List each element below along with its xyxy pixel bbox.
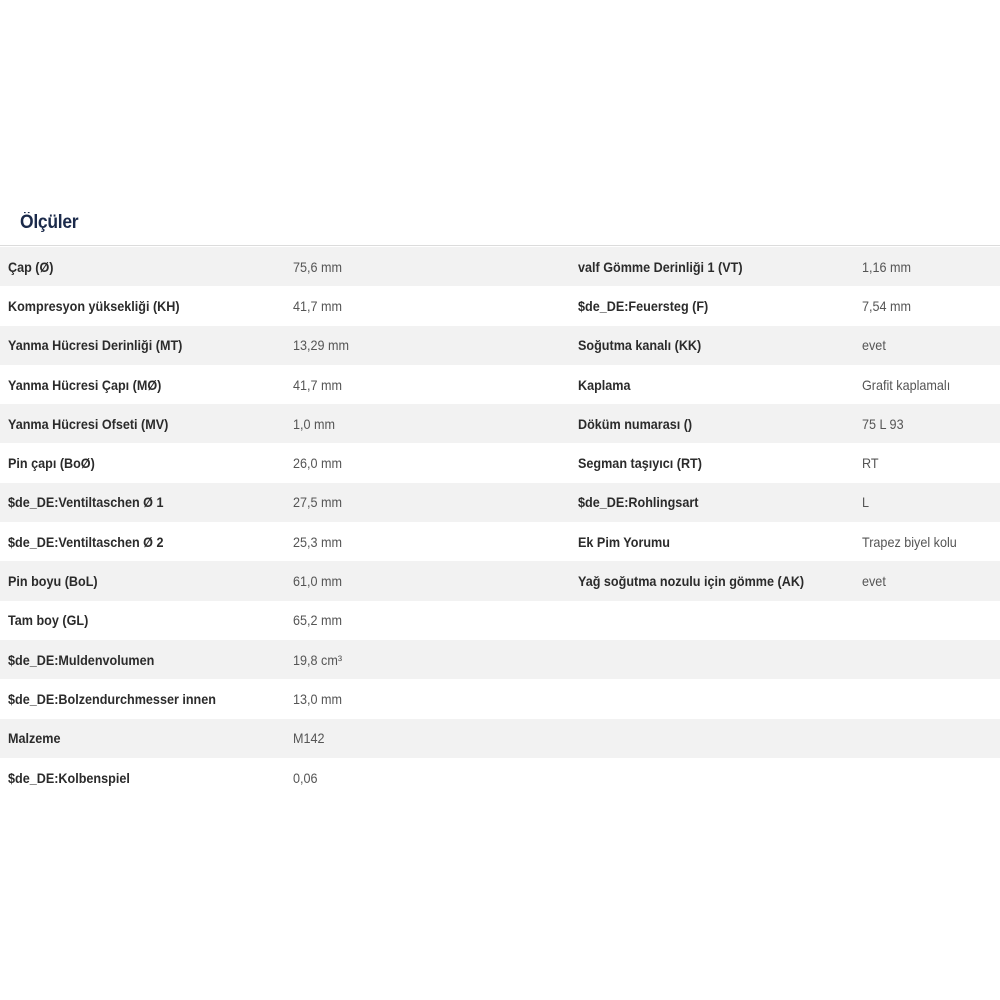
spec-label: $de_DE:Bolzendurchmesser innen	[8, 690, 216, 707]
spec-label: Segman taşıyıcı (RT)	[578, 455, 702, 472]
spec-label: Yanma Hücresi Ofseti (MV)	[8, 415, 169, 432]
table-row	[0, 640, 1000, 679]
spec-label: Soğutma kanalı (KK)	[578, 337, 702, 354]
spec-value: 61,0 mm	[293, 573, 343, 590]
spec-value: 19,8 cm³	[293, 651, 343, 668]
spec-label: Çap (Ø)	[8, 258, 54, 275]
spec-label: $de_DE:Kolbenspiel	[8, 769, 130, 786]
spec-value: 26,0 mm	[293, 455, 343, 472]
table-row	[0, 326, 1000, 365]
table-row	[0, 286, 1000, 325]
spec-value: 65,2 mm	[293, 612, 343, 629]
spec-label: Döküm numarası ()	[578, 415, 693, 432]
section-title: Ölçüler	[20, 212, 79, 233]
table-row	[0, 601, 1000, 640]
spec-value: 27,5 mm	[293, 494, 343, 511]
spec-label: Pin çapı (BoØ)	[8, 455, 95, 472]
spec-label: Yağ soğutma nozulu için gömme (AK)	[578, 573, 805, 590]
spec-value: 13,29 mm	[293, 337, 350, 354]
spec-label: Yanma Hücresi Çapı (MØ)	[8, 376, 162, 393]
table-row	[0, 679, 1000, 718]
table-row	[0, 758, 1000, 797]
spec-label: Pin boyu (BoL)	[8, 573, 98, 590]
table-row	[0, 561, 1000, 600]
spec-value: Trapez biyel kolu	[862, 533, 957, 550]
spec-value: evet	[862, 337, 886, 354]
spec-value: 75 L 93	[862, 415, 904, 432]
table-row	[0, 365, 1000, 404]
spec-value: 0,06	[293, 769, 318, 786]
spec-value: evet	[862, 573, 886, 590]
spec-label: Ek Pim Yorumu	[578, 533, 670, 550]
table-row	[0, 522, 1000, 561]
table-row	[0, 483, 1000, 522]
spec-value: RT	[862, 455, 879, 472]
spec-label: $de_DE:Rohlingsart	[578, 494, 699, 511]
spec-label: valf Gömme Derinliği 1 (VT)	[578, 258, 743, 275]
spec-label: Malzeme	[8, 730, 61, 747]
spec-value: 7,54 mm	[862, 297, 912, 314]
spec-label: $de_DE:Ventiltaschen Ø 1	[8, 494, 164, 511]
spec-label: Tam boy (GL)	[8, 612, 89, 629]
spec-label: Kompresyon yüksekliği (KH)	[8, 297, 180, 314]
spec-value: 75,6 mm	[293, 258, 343, 275]
spec-value: 41,7 mm	[293, 376, 343, 393]
spec-label: $de_DE:Feuersteg (F)	[578, 297, 709, 314]
spec-value: 41,7 mm	[293, 297, 343, 314]
table-row	[0, 719, 1000, 758]
spec-label: Yanma Hücresi Derinliği (MT)	[8, 337, 183, 354]
spec-value: Grafit kaplamalı	[862, 376, 951, 393]
spec-label: $de_DE:Ventiltaschen Ø 2	[8, 533, 164, 550]
spec-value: L	[862, 494, 870, 511]
spec-value: 1,16 mm	[862, 258, 912, 275]
spec-label: $de_DE:Muldenvolumen	[8, 651, 155, 668]
table-row	[0, 247, 1000, 286]
table-row	[0, 443, 1000, 482]
spec-label: Kaplama	[578, 376, 631, 393]
spec-value: 13,0 mm	[293, 690, 343, 707]
spec-value: M142	[293, 730, 325, 747]
spec-value: 25,3 mm	[293, 533, 343, 550]
spec-table	[0, 247, 1000, 797]
title-divider	[0, 245, 1000, 246]
table-row	[0, 404, 1000, 443]
spec-value: 1,0 mm	[293, 415, 336, 432]
